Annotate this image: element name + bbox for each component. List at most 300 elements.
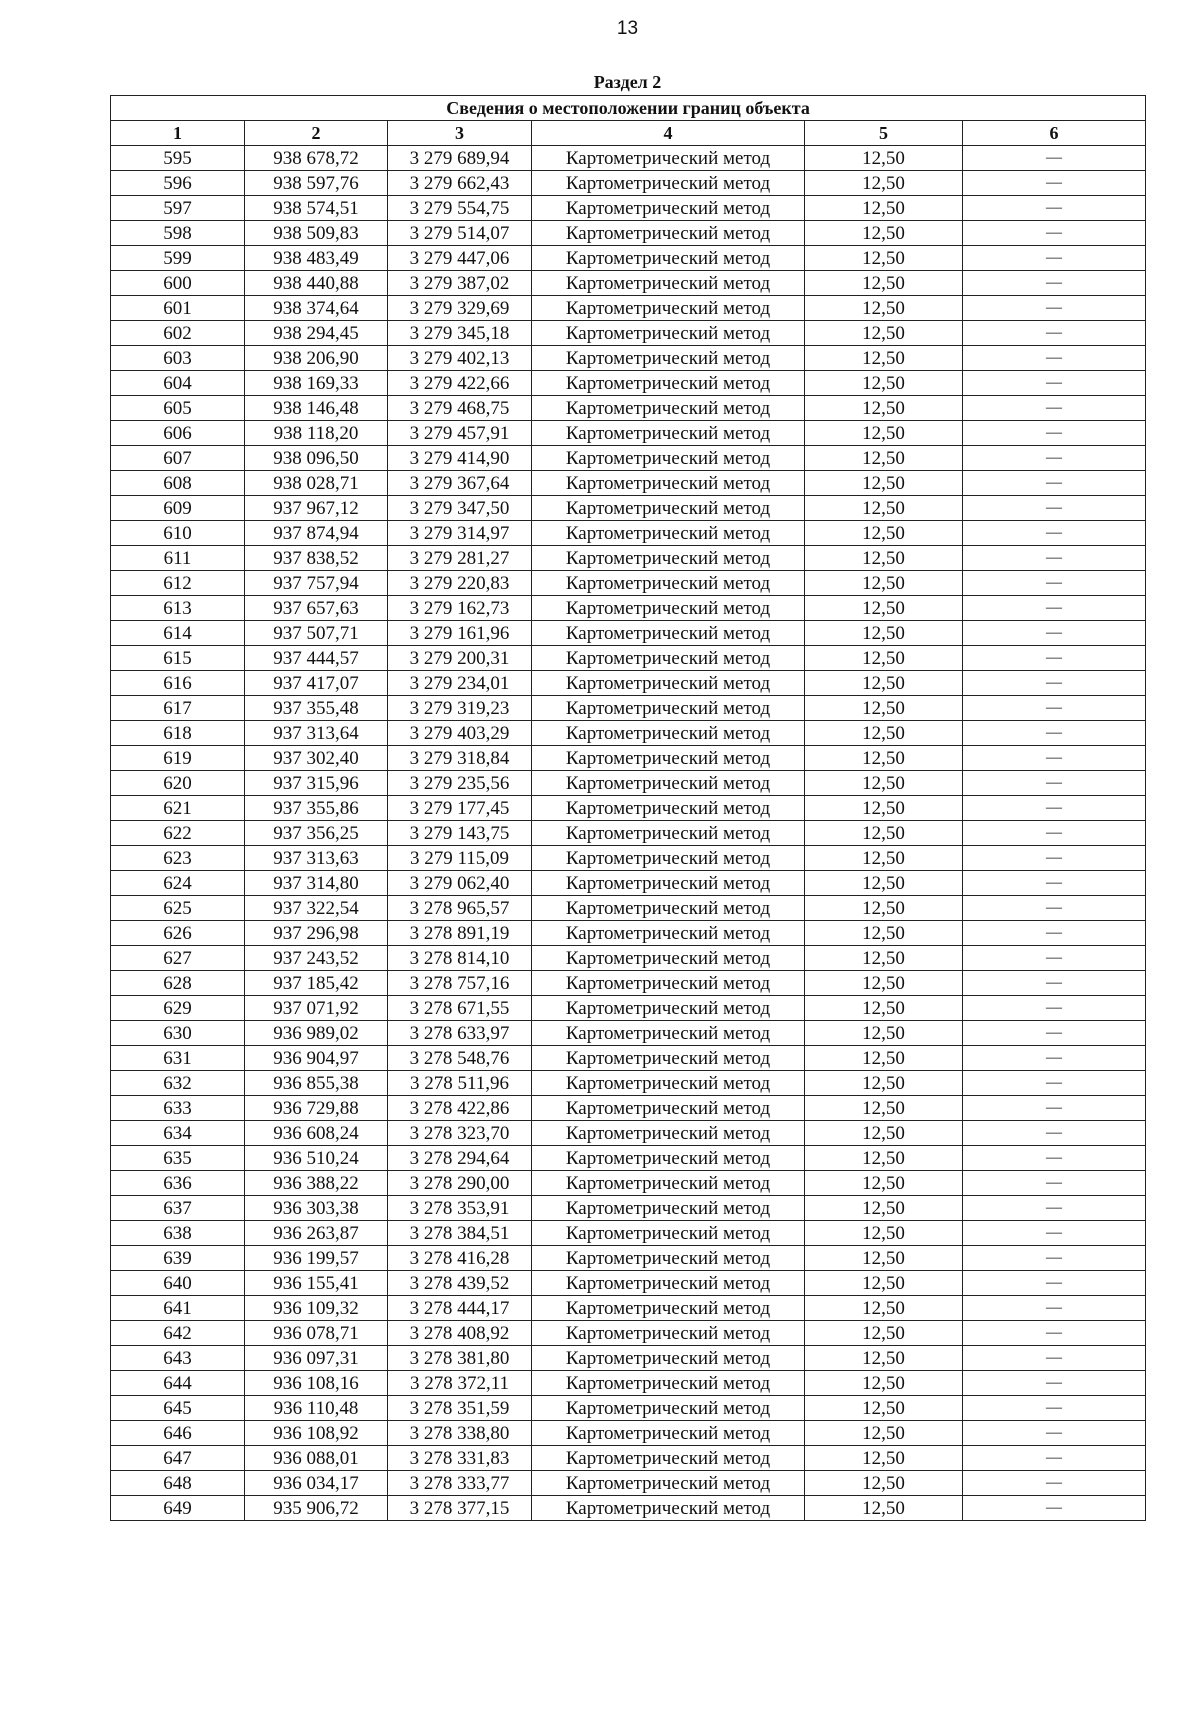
- coordinate-x-cell: 937 355,48: [245, 696, 388, 721]
- point-number-cell: 600: [111, 271, 245, 296]
- method-cell: Картометрический метод: [532, 821, 805, 846]
- accuracy-cell: 12,50: [805, 521, 963, 546]
- coordinate-y-cell: 3 278 416,28: [388, 1246, 532, 1271]
- method-cell: Картометрический метод: [532, 571, 805, 596]
- method-cell: Картометрический метод: [532, 921, 805, 946]
- coordinate-x-cell: 936 855,38: [245, 1071, 388, 1096]
- accuracy-cell: 12,50: [805, 871, 963, 896]
- note-cell: —: [963, 1221, 1146, 1246]
- point-number-cell: 639: [111, 1246, 245, 1271]
- note-cell: —: [963, 1171, 1146, 1196]
- table-caption-row: [111, 96, 1146, 121]
- coordinate-y-cell: 3 279 554,75: [388, 196, 532, 221]
- method-cell: Картометрический метод: [532, 1021, 805, 1046]
- coordinate-x-cell: 937 243,52: [245, 946, 388, 971]
- coordinate-x-cell: 936 108,92: [245, 1421, 388, 1446]
- coordinate-x-cell: 938 509,83: [245, 221, 388, 246]
- point-number-cell: 629: [111, 996, 245, 1021]
- method-cell: Картометрический метод: [532, 471, 805, 496]
- coordinate-y-cell: 3 278 377,15: [388, 1496, 532, 1521]
- note-cell: —: [963, 221, 1146, 246]
- note-cell: —: [963, 821, 1146, 846]
- accuracy-cell: 12,50: [805, 771, 963, 796]
- coordinate-x-cell: 937 315,96: [245, 771, 388, 796]
- method-cell: Картометрический метод: [532, 1271, 805, 1296]
- coordinate-x-cell: 935 906,72: [245, 1496, 388, 1521]
- accuracy-cell: 12,50: [805, 1246, 963, 1271]
- note-cell: —: [963, 1396, 1146, 1421]
- accuracy-cell: 12,50: [805, 1021, 963, 1046]
- point-number-cell: 649: [111, 1496, 245, 1521]
- coordinate-x-cell: 936 989,02: [245, 1021, 388, 1046]
- coordinate-x-cell: 937 296,98: [245, 921, 388, 946]
- coordinate-y-cell: 3 279 318,84: [388, 746, 532, 771]
- method-cell: Картометрический метод: [532, 1096, 805, 1121]
- table-row: [111, 246, 1146, 271]
- method-cell: Картометрический метод: [532, 1121, 805, 1146]
- coordinate-x-cell: 937 444,57: [245, 646, 388, 671]
- coordinate-y-cell: 3 279 468,75: [388, 396, 532, 421]
- coordinate-x-cell: 938 028,71: [245, 471, 388, 496]
- method-cell: Картометрический метод: [532, 171, 805, 196]
- accuracy-cell: 12,50: [805, 671, 963, 696]
- table-row: [111, 1446, 1146, 1471]
- coordinate-y-cell: 3 279 367,64: [388, 471, 532, 496]
- coordinate-y-cell: 3 278 671,55: [388, 996, 532, 1021]
- coordinate-y-cell: 3 279 162,73: [388, 596, 532, 621]
- coordinate-y-cell: 3 279 234,01: [388, 671, 532, 696]
- method-cell: Картометрический метод: [532, 146, 805, 171]
- accuracy-cell: 12,50: [805, 1321, 963, 1346]
- note-cell: —: [963, 1346, 1146, 1371]
- note-cell: —: [963, 346, 1146, 371]
- note-cell: —: [963, 496, 1146, 521]
- coordinate-x-cell: 937 657,63: [245, 596, 388, 621]
- point-number-cell: 601: [111, 296, 245, 321]
- coordinate-x-cell: 937 302,40: [245, 746, 388, 771]
- point-number-cell: 614: [111, 621, 245, 646]
- point-number-cell: 641: [111, 1296, 245, 1321]
- accuracy-cell: 12,50: [805, 1171, 963, 1196]
- method-cell: Картометрический метод: [532, 971, 805, 996]
- accuracy-cell: 12,50: [805, 1271, 963, 1296]
- point-number-cell: 612: [111, 571, 245, 596]
- table-row: [111, 346, 1146, 371]
- coordinate-y-cell: 3 279 220,83: [388, 571, 532, 596]
- point-number-cell: 637: [111, 1196, 245, 1221]
- method-cell: Картометрический метод: [532, 446, 805, 471]
- note-cell: —: [963, 371, 1146, 396]
- method-cell: Картометрический метод: [532, 1146, 805, 1171]
- point-number-cell: 611: [111, 546, 245, 571]
- table-row: [111, 771, 1146, 796]
- coordinate-y-cell: 3 279 319,23: [388, 696, 532, 721]
- point-number-cell: 632: [111, 1071, 245, 1096]
- accuracy-cell: 12,50: [805, 421, 963, 446]
- method-cell: Картометрический метод: [532, 896, 805, 921]
- point-number-cell: 597: [111, 196, 245, 221]
- note-cell: —: [963, 1196, 1146, 1221]
- column-number-3: 3: [388, 121, 532, 146]
- table-row: [111, 846, 1146, 871]
- note-cell: —: [963, 571, 1146, 596]
- coordinate-y-cell: 3 278 333,77: [388, 1471, 532, 1496]
- method-cell: Картометрический метод: [532, 721, 805, 746]
- table-body: [111, 146, 1146, 1521]
- point-number-cell: 631: [111, 1046, 245, 1071]
- point-number-cell: 625: [111, 896, 245, 921]
- coordinate-y-cell: 3 278 381,80: [388, 1346, 532, 1371]
- column-number-2: 2: [245, 121, 388, 146]
- coordinate-y-cell: 3 279 314,97: [388, 521, 532, 546]
- accuracy-cell: 12,50: [805, 1121, 963, 1146]
- accuracy-cell: 12,50: [805, 721, 963, 746]
- point-number-cell: 599: [111, 246, 245, 271]
- note-cell: —: [963, 796, 1146, 821]
- coordinate-y-cell: 3 279 514,07: [388, 221, 532, 246]
- coordinate-x-cell: 937 313,63: [245, 846, 388, 871]
- table-row: [111, 896, 1146, 921]
- method-cell: Картометрический метод: [532, 796, 805, 821]
- note-cell: —: [963, 1071, 1146, 1096]
- point-number-cell: 604: [111, 371, 245, 396]
- accuracy-cell: 12,50: [805, 371, 963, 396]
- coordinate-y-cell: 3 278 323,70: [388, 1121, 532, 1146]
- coordinate-x-cell: 937 314,80: [245, 871, 388, 896]
- coordinate-y-cell: 3 279 200,31: [388, 646, 532, 671]
- point-number-cell: 628: [111, 971, 245, 996]
- accuracy-cell: 12,50: [805, 1396, 963, 1421]
- column-number-1: 1: [111, 121, 245, 146]
- note-cell: —: [963, 1446, 1146, 1471]
- coordinate-x-cell: 936 303,38: [245, 1196, 388, 1221]
- method-cell: Картометрический метод: [532, 546, 805, 571]
- coordinate-x-cell: 936 199,57: [245, 1246, 388, 1271]
- point-number-cell: 595: [111, 146, 245, 171]
- point-number-cell: 617: [111, 696, 245, 721]
- coordinate-x-cell: 938 483,49: [245, 246, 388, 271]
- note-cell: —: [963, 1496, 1146, 1521]
- table-row: [111, 1271, 1146, 1296]
- method-cell: Картометрический метод: [532, 221, 805, 246]
- point-number-cell: 642: [111, 1321, 245, 1346]
- table-row: [111, 421, 1146, 446]
- note-cell: —: [963, 1471, 1146, 1496]
- accuracy-cell: 12,50: [805, 346, 963, 371]
- accuracy-cell: 12,50: [805, 596, 963, 621]
- note-cell: —: [963, 596, 1146, 621]
- point-number-cell: 633: [111, 1096, 245, 1121]
- method-cell: Картометрический метод: [532, 1446, 805, 1471]
- method-cell: Картометрический метод: [532, 1496, 805, 1521]
- note-cell: —: [963, 1096, 1146, 1121]
- coordinate-x-cell: 936 108,16: [245, 1371, 388, 1396]
- note-cell: —: [963, 446, 1146, 471]
- coordinate-y-cell: 3 278 372,11: [388, 1371, 532, 1396]
- method-cell: Картометрический метод: [532, 1346, 805, 1371]
- table-row: [111, 271, 1146, 296]
- point-number-cell: 607: [111, 446, 245, 471]
- accuracy-cell: 12,50: [805, 571, 963, 596]
- method-cell: Картометрический метод: [532, 771, 805, 796]
- table-row: [111, 946, 1146, 971]
- coordinate-x-cell: 936 510,24: [245, 1146, 388, 1171]
- coordinate-y-cell: 3 279 347,50: [388, 496, 532, 521]
- point-number-cell: 630: [111, 1021, 245, 1046]
- table-row: [111, 1096, 1146, 1121]
- accuracy-cell: 12,50: [805, 196, 963, 221]
- accuracy-cell: 12,50: [805, 1046, 963, 1071]
- point-number-cell: 619: [111, 746, 245, 771]
- accuracy-cell: 12,50: [805, 271, 963, 296]
- accuracy-cell: 12,50: [805, 996, 963, 1021]
- method-cell: Картометрический метод: [532, 1246, 805, 1271]
- table-row: [111, 1421, 1146, 1446]
- table-row: [111, 446, 1146, 471]
- table-row: [111, 1346, 1146, 1371]
- method-cell: Картометрический метод: [532, 621, 805, 646]
- point-number-cell: 647: [111, 1446, 245, 1471]
- method-cell: Картометрический метод: [532, 246, 805, 271]
- coordinate-y-cell: 3 278 384,51: [388, 1221, 532, 1246]
- note-cell: —: [963, 1271, 1146, 1296]
- note-cell: —: [963, 321, 1146, 346]
- coordinate-y-cell: 3 279 403,29: [388, 721, 532, 746]
- accuracy-cell: 12,50: [805, 1371, 963, 1396]
- table-row: [111, 1246, 1146, 1271]
- point-number-cell: 645: [111, 1396, 245, 1421]
- column-number-5: 5: [805, 121, 963, 146]
- coordinate-y-cell: 3 279 115,09: [388, 846, 532, 871]
- table-row: [111, 521, 1146, 546]
- point-number-cell: 605: [111, 396, 245, 421]
- note-cell: —: [963, 721, 1146, 746]
- note-cell: —: [963, 146, 1146, 171]
- coordinate-x-cell: 938 294,45: [245, 321, 388, 346]
- note-cell: —: [963, 771, 1146, 796]
- coordinate-y-cell: 3 278 548,76: [388, 1046, 532, 1071]
- table-row: [111, 646, 1146, 671]
- accuracy-cell: 12,50: [805, 296, 963, 321]
- method-cell: Картометрический метод: [532, 1471, 805, 1496]
- table-row: [111, 1296, 1146, 1321]
- accuracy-cell: 12,50: [805, 171, 963, 196]
- page-number: 13: [616, 18, 639, 39]
- accuracy-cell: 12,50: [805, 471, 963, 496]
- coordinate-x-cell: 938 374,64: [245, 296, 388, 321]
- point-number-cell: 643: [111, 1346, 245, 1371]
- coordinate-x-cell: 936 097,31: [245, 1346, 388, 1371]
- method-cell: Картометрический метод: [532, 596, 805, 621]
- note-cell: —: [963, 971, 1146, 996]
- point-number-cell: 622: [111, 821, 245, 846]
- method-cell: Картометрический метод: [532, 996, 805, 1021]
- note-cell: —: [963, 246, 1146, 271]
- table-row: [111, 471, 1146, 496]
- point-number-cell: 598: [111, 221, 245, 246]
- accuracy-cell: 12,50: [805, 446, 963, 471]
- coordinate-y-cell: 3 278 290,00: [388, 1171, 532, 1196]
- method-cell: Картометрический метод: [532, 1071, 805, 1096]
- coordinate-x-cell: 937 356,25: [245, 821, 388, 846]
- method-cell: Картометрический метод: [532, 1371, 805, 1396]
- method-cell: Картометрический метод: [532, 1196, 805, 1221]
- point-number-cell: 620: [111, 771, 245, 796]
- accuracy-cell: 12,50: [805, 1146, 963, 1171]
- coordinate-x-cell: 937 757,94: [245, 571, 388, 596]
- table-row: [111, 721, 1146, 746]
- coordinate-x-cell: 937 967,12: [245, 496, 388, 521]
- coordinate-y-cell: 3 278 408,92: [388, 1321, 532, 1346]
- note-cell: —: [963, 546, 1146, 571]
- coordinate-y-cell: 3 279 402,13: [388, 346, 532, 371]
- table-row: [111, 1021, 1146, 1046]
- coordinate-y-cell: 3 279 387,02: [388, 271, 532, 296]
- accuracy-cell: 12,50: [805, 221, 963, 246]
- table-row: [111, 1396, 1146, 1421]
- boundary-coordinates-table: [110, 95, 1146, 1521]
- coordinate-y-cell: 3 278 444,17: [388, 1296, 532, 1321]
- table-row: [111, 696, 1146, 721]
- table-row: [111, 1171, 1146, 1196]
- coordinate-x-cell: 936 388,22: [245, 1171, 388, 1196]
- accuracy-cell: 12,50: [805, 1421, 963, 1446]
- table-row: [111, 1496, 1146, 1521]
- point-number-cell: 644: [111, 1371, 245, 1396]
- table-row: [111, 921, 1146, 946]
- point-number-cell: 616: [111, 671, 245, 696]
- note-cell: —: [963, 1421, 1146, 1446]
- accuracy-cell: 12,50: [805, 1496, 963, 1521]
- method-cell: Картометрический метод: [532, 271, 805, 296]
- note-cell: —: [963, 1246, 1146, 1271]
- table-row: [111, 1471, 1146, 1496]
- note-cell: —: [963, 996, 1146, 1021]
- point-number-cell: 646: [111, 1421, 245, 1446]
- point-number-cell: 634: [111, 1121, 245, 1146]
- coordinate-y-cell: 3 279 422,66: [388, 371, 532, 396]
- point-number-cell: 613: [111, 596, 245, 621]
- coordinate-x-cell: 938 597,76: [245, 171, 388, 196]
- method-cell: Картометрический метод: [532, 1296, 805, 1321]
- accuracy-cell: 12,50: [805, 496, 963, 521]
- method-cell: Картометрический метод: [532, 1046, 805, 1071]
- note-cell: —: [963, 671, 1146, 696]
- note-cell: —: [963, 1021, 1146, 1046]
- note-cell: —: [963, 621, 1146, 646]
- accuracy-cell: 12,50: [805, 1296, 963, 1321]
- coordinate-x-cell: 936 263,87: [245, 1221, 388, 1246]
- method-cell: Картометрический метод: [532, 1396, 805, 1421]
- coordinate-y-cell: 3 278 294,64: [388, 1146, 532, 1171]
- table-row: [111, 796, 1146, 821]
- coordinate-x-cell: 937 313,64: [245, 721, 388, 746]
- accuracy-cell: 12,50: [805, 321, 963, 346]
- note-cell: —: [963, 171, 1146, 196]
- table-row: [111, 171, 1146, 196]
- coordinate-y-cell: 3 279 345,18: [388, 321, 532, 346]
- table-row: [111, 371, 1146, 396]
- note-cell: —: [963, 646, 1146, 671]
- accuracy-cell: 12,50: [805, 1446, 963, 1471]
- note-cell: —: [963, 1046, 1146, 1071]
- note-cell: —: [963, 521, 1146, 546]
- accuracy-cell: 12,50: [805, 1096, 963, 1121]
- note-cell: —: [963, 471, 1146, 496]
- coordinate-y-cell: 3 279 281,27: [388, 546, 532, 571]
- coordinate-y-cell: 3 278 757,16: [388, 971, 532, 996]
- column-number-6: 6: [963, 121, 1146, 146]
- table-row: [111, 996, 1146, 1021]
- coordinate-x-cell: 937 355,86: [245, 796, 388, 821]
- note-cell: —: [963, 296, 1146, 321]
- table-row: [111, 1146, 1146, 1171]
- accuracy-cell: 12,50: [805, 396, 963, 421]
- coordinate-y-cell: 3 279 235,56: [388, 771, 532, 796]
- note-cell: —: [963, 1321, 1146, 1346]
- section-title: Раздел 2: [593, 72, 662, 92]
- coordinate-y-cell: 3 279 447,06: [388, 246, 532, 271]
- note-cell: —: [963, 846, 1146, 871]
- coordinate-y-cell: 3 278 439,52: [388, 1271, 532, 1296]
- note-cell: —: [963, 1296, 1146, 1321]
- coordinate-y-cell: 3 279 689,94: [388, 146, 532, 171]
- coordinate-x-cell: 936 110,48: [245, 1396, 388, 1421]
- coordinate-x-cell: 937 322,54: [245, 896, 388, 921]
- note-cell: —: [963, 696, 1146, 721]
- method-cell: Картометрический метод: [532, 846, 805, 871]
- table-row: [111, 1071, 1146, 1096]
- point-number-cell: 624: [111, 871, 245, 896]
- method-cell: Картометрический метод: [532, 1321, 805, 1346]
- table-row: [111, 496, 1146, 521]
- coordinate-x-cell: 938 169,33: [245, 371, 388, 396]
- point-number-cell: 606: [111, 421, 245, 446]
- method-cell: Картометрический метод: [532, 1171, 805, 1196]
- table-caption: Сведения о местоположении границ объекта: [111, 96, 1146, 121]
- table-row: [111, 296, 1146, 321]
- coordinate-x-cell: 936 078,71: [245, 1321, 388, 1346]
- coordinate-x-cell: 938 118,20: [245, 421, 388, 446]
- method-cell: Картометрический метод: [532, 396, 805, 421]
- coordinate-x-cell: 938 146,48: [245, 396, 388, 421]
- method-cell: Картометрический метод: [532, 321, 805, 346]
- table-row: [111, 621, 1146, 646]
- table-row: [111, 1046, 1146, 1071]
- point-number-cell: 609: [111, 496, 245, 521]
- accuracy-cell: 12,50: [805, 646, 963, 671]
- coordinate-x-cell: 938 678,72: [245, 146, 388, 171]
- accuracy-cell: 12,50: [805, 1196, 963, 1221]
- accuracy-cell: 12,50: [805, 146, 963, 171]
- method-cell: Картометрический метод: [532, 1421, 805, 1446]
- method-cell: Картометрический метод: [532, 746, 805, 771]
- coordinate-y-cell: 3 278 353,91: [388, 1196, 532, 1221]
- coordinate-x-cell: 937 507,71: [245, 621, 388, 646]
- coordinate-y-cell: 3 279 143,75: [388, 821, 532, 846]
- coordinate-y-cell: 3 278 633,97: [388, 1021, 532, 1046]
- method-cell: Картометрический метод: [532, 671, 805, 696]
- column-number-4: 4: [532, 121, 805, 146]
- note-cell: —: [963, 1121, 1146, 1146]
- coordinate-y-cell: 3 278 965,57: [388, 896, 532, 921]
- coordinate-y-cell: 3 279 457,91: [388, 421, 532, 446]
- coordinate-x-cell: 936 088,01: [245, 1446, 388, 1471]
- column-number-row: [111, 121, 1146, 146]
- point-number-cell: 638: [111, 1221, 245, 1246]
- accuracy-cell: 12,50: [805, 1471, 963, 1496]
- point-number-cell: 623: [111, 846, 245, 871]
